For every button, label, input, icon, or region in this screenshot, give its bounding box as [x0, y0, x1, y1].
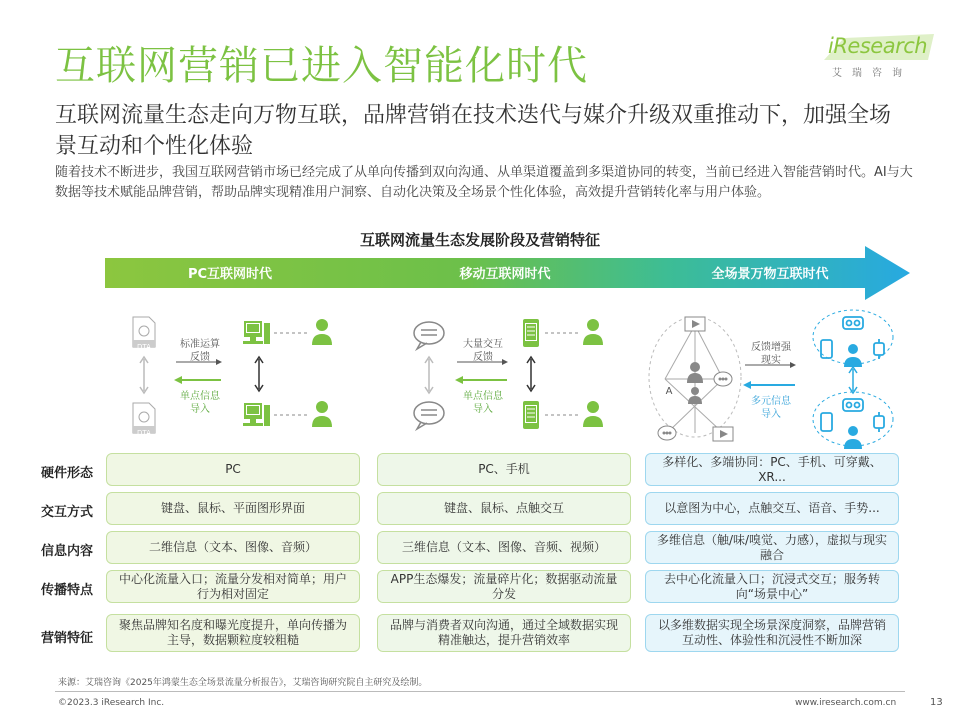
- cell-pc-spread: 中心化流量入口；流量分发相对简单；用户行为相对固定: [106, 570, 360, 603]
- stage-iot-label: 全场景万物互联时代: [711, 267, 829, 282]
- logo-text: iResearch: [828, 34, 928, 58]
- cell-mobile-content: 三维信息（文本、图像、音频、视频）: [377, 531, 631, 564]
- copyright: ©2023.3 iResearch Inc.: [58, 698, 165, 708]
- row-label-spread: 传播特点: [40, 583, 93, 598]
- source-note: 来源：艾瑞咨询《2025年鸿蒙生态全场景流量分析报告》，艾瑞咨询研究院自主研究及绘制。: [58, 678, 428, 688]
- user-icon: [312, 401, 332, 427]
- row-label-content: 信息内容: [40, 544, 93, 559]
- chart-title: 互联网流量生态发展阶段及营销特征: [359, 231, 600, 249]
- cell-pc-hardware: PC: [106, 453, 360, 486]
- footer-divider: [55, 691, 905, 692]
- row-label-marketing: 营销特征: [40, 631, 93, 646]
- phone-icon: [821, 340, 832, 431]
- mobile-bottom-label: 单点信息 导入: [463, 391, 503, 415]
- chat-bubble-icon: [658, 426, 676, 440]
- mobile-top-label: 大量交互 反馈: [463, 339, 503, 363]
- cell-mobile-spread: APP生态爆发；流量碎片化；数据驱动流量分发: [377, 570, 631, 603]
- page-number: 13: [930, 697, 943, 708]
- cell-mobile-interaction: 键盘、鼠标、点触交互: [377, 492, 631, 525]
- pc-top-label: 标准运算 反馈: [180, 339, 220, 363]
- iot-top-label: 反馈增强 现实: [751, 342, 791, 366]
- cell-iot-marketing: 以多维数据实现全场景深度洞察，品牌营销互动性、体验性和沉浸性不断加深: [645, 614, 899, 652]
- computer-icon: [243, 403, 270, 426]
- chat-bubble-icon: [714, 372, 732, 386]
- phone-icon: [523, 401, 539, 429]
- video-icon: [685, 317, 705, 331]
- mobile-diagram: [377, 307, 631, 450]
- iot-diagram: [645, 307, 899, 450]
- cell-pc-interaction: 键盘、鼠标、平面图形界面: [106, 492, 360, 525]
- cell-iot-hardware: 多样化、多端协同：PC、手机、可穿戴、XR...: [645, 453, 899, 486]
- user-icon: [583, 319, 603, 345]
- cell-pc-content: 二维信息（文本、图像、音频）: [106, 531, 360, 564]
- iresearch-logo: [822, 30, 934, 86]
- video-icon: [713, 427, 733, 441]
- website-link[interactable]: www.iresearch.com.cn: [795, 698, 897, 708]
- iot-bottom-label: 多元信息 导入: [751, 396, 791, 420]
- subtitle: 互联网流量生态走向万物互联，品牌营销在技术迭代与媒介升级双重推动下，加强全场景互动和个性化体验: [55, 103, 892, 159]
- page-title: 互联网营销已进入智能化时代: [55, 43, 588, 89]
- stage-pc-label: PC互联网时代: [187, 267, 273, 282]
- computer-icon: [243, 321, 270, 344]
- cell-iot-interaction: 以意图为中心，点触交互、语音、手势...: [645, 492, 899, 525]
- cell-mobile-marketing: 品牌与消费者双向沟通，通过全域数据实现精准触达，提升营销效率: [377, 614, 631, 652]
- iot-node-label: A: [665, 386, 673, 397]
- phone-icon: [523, 319, 539, 347]
- chat-bubble-icon: [414, 402, 444, 429]
- cell-mobile-hardware: PC、手机: [377, 453, 631, 486]
- cell-iot-spread: 去中心化流量入口；沉浸式交互；服务转向“场景中心”: [645, 570, 899, 603]
- cell-pc-marketing: 聚焦品牌知名度和曝光度提升，单向传播为主导，数据颗粒度较粗糙: [106, 614, 360, 652]
- row-label-interaction: 交互方式: [40, 505, 93, 520]
- user-icon: [844, 344, 862, 449]
- cell-iot-content: 多维信息（触/味/嗅觉、力感），虚拟与现实融合: [645, 531, 899, 564]
- description: 随着技术不断进步，我国互联网营销市场已经完成了从单向传播到双向沟通、从单渠道覆盖到多渠道协同的转变，当前已经进入智能营销时代。AI与大数据等技术赋能品牌营销，帮助品牌实现精准用户洞察、自动化决策及全场景个性化体验，高效提升营销转化率与用户体验。: [55, 165, 913, 200]
- logo-cn: 艾瑞咨询: [832, 68, 912, 79]
- user-icon: [687, 362, 703, 404]
- watch-icon: [874, 339, 884, 432]
- row-label-hardware: 硬件形态: [40, 466, 93, 481]
- pc-node-label: DTA: [137, 429, 151, 437]
- chat-bubble-icon: [414, 322, 444, 349]
- pc-node-label: DTA: [137, 343, 151, 351]
- user-icon: [312, 319, 332, 345]
- stage-arrow: [105, 246, 910, 300]
- stage-mobile-label: 移动互联网时代: [459, 267, 551, 282]
- vr-headset-icon: [843, 317, 863, 329]
- vr-headset-icon: [843, 399, 863, 411]
- user-icon: [583, 401, 603, 427]
- pc-bottom-label: 单点信息 导入: [180, 391, 220, 415]
